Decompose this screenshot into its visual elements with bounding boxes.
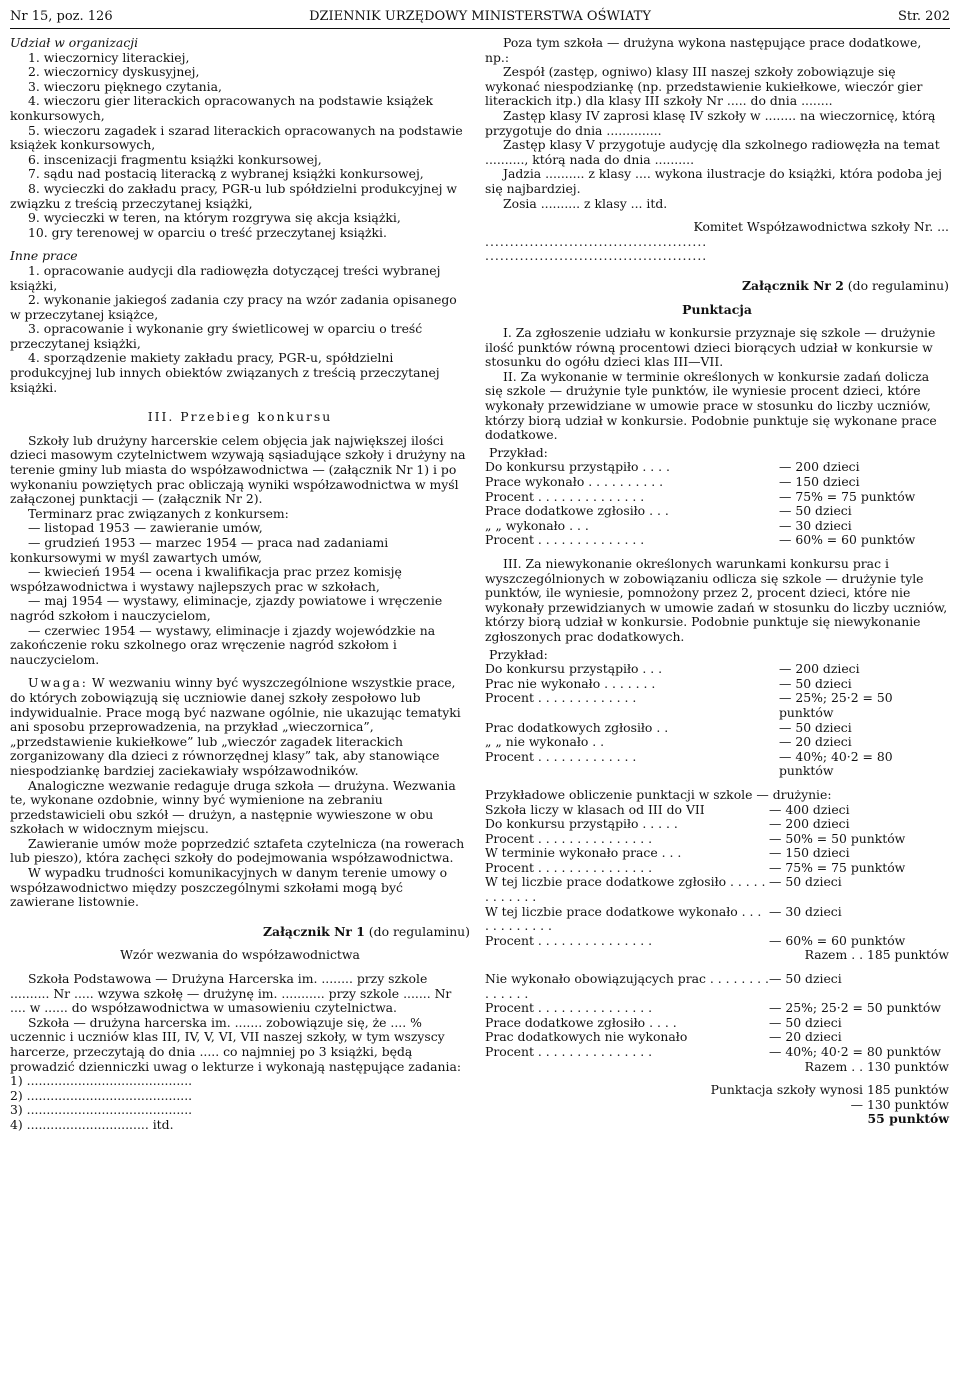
calc-2-row [485,972,949,1001]
example-2-row-label: Do konkursu przystąpiło . . . [485,661,663,677]
other-list [10,264,470,395]
paragraph-2: Analogiczne wezwanie redaguje druga szkoła — drużyna. Wezwania te, wykonane ozdobnie, winny być wymienione na zebraniu przedstawicieli obu szkół — drużyn, a następnie wywieszone w obu szkołach w widocznym miejscu. [10,777,456,837]
org-item: 9. wycieczki w teren, na którym rozgrywa się akcja książki, [28,210,401,226]
example-1-table [485,460,949,548]
other-item: 1. opracowanie audycji dla radiowęzła dotyczącej treści wybranej książki, [10,262,441,293]
calc-1-row [485,875,949,904]
example-1-row-label: Procent . . . . . . . . . . . . . . [485,488,645,504]
example-2-row [485,691,949,720]
calc-2-row-label: Procent . . . . . . . . . . . . . . . [485,1044,653,1059]
calc-1-row [485,817,949,832]
calc-2-row [485,1016,949,1031]
paragraph-4: W wypadku trudności komunikacyjnych w danym terenie umowy o współzawodnictwo między poszczególnymi szkołami mogą być zawierane listownie. [10,865,448,910]
example-1-row-value: — 150 dzieci [779,474,860,490]
final-2: — 130 punktów [850,1096,949,1112]
calc-2-row [485,1030,949,1045]
org-item: 10. gry terenowej w oparciu o treść przeczytanej książki. [28,224,387,240]
form-line: 3) .......................................... [10,1102,193,1118]
calc-1-row-value: — 75% = 75 punktów [769,859,906,875]
annex-1-rest: (do regulaminu) [364,923,470,939]
page-header [10,8,950,29]
example-1-row [485,460,949,475]
example-2-row-label: Procent . . . . . . . . . . . . . [485,690,637,706]
calc-2-row-value: — 40%; 40·2 = 80 punktów [769,1044,941,1059]
extra-item: Zosia .......... z klasy ... itd. [503,195,668,211]
form-line: 2) .......................................... [10,1087,193,1103]
committee-dots-1: ............................................. [485,233,708,249]
example-2-row-value: — 50 dzieci [779,719,852,735]
form-title: Wzór wezwania do współzawodnictwa [120,947,360,963]
example-1-label: Przykład: [489,444,548,460]
calc-2-row-value: — 25%; 25·2 = 50 punktów [769,1000,941,1016]
example-1-row [485,475,949,490]
calc-2-row-value: — 50 dzieci [769,971,842,987]
terms-intro: Terminarz prac związanych z konkursem: [28,505,289,521]
extra-item: Zespół (zastęp, ogniwo) klasy III naszej szkoły zobowiązuje się wykonać niespodziankę (np. przedstawienie kukiełkowe, wieczór gier literackich itp.) dla klasy III szkoły Nr ..... do dnia ........ [485,64,923,109]
paragraph-3: Zawieranie umów może poprzedzić sztafeta czytelnicza (na rowerach lub pieszo), która zachęci szkoły do podejmowania współzawodnictwa. [10,835,465,866]
annex-2-title [485,279,949,294]
calc-1-row-value: — 400 dzieci [769,801,850,817]
calc-1-row [485,803,949,818]
committee-dots-2: ............................................. [485,248,708,264]
calc-1-row-label: W tej liczbie prace dodatkowe wykonało . . . . . . . . . . . . [485,903,762,934]
example-2-row-label: Procent . . . . . . . . . . . . . [485,748,637,764]
term-item: — listopad 1953 — zawieranie umów, [28,520,263,536]
calc-title: Przykładowe obliczenie punktacji w szkole — drużynie: [485,786,832,802]
org-item: 5. wieczoru zagadek i szarad literackich opracowanych na podstawie książek konkursowych, [10,122,463,153]
final-3: 55 punktów [867,1111,949,1127]
calc-2-row-label: Procent . . . . . . . . . . . . . . . [485,1000,653,1016]
example-1-row [485,519,949,534]
calc-1-row [485,934,949,949]
header-page: Str. 202 [898,9,950,24]
example-1-row [485,533,949,548]
left-column [10,36,470,1133]
extra-item: Zastęp klasy IV zaprosi klasę IV szkoły w ........ na wieczornicę, którą przygotuje do dnia .............. [485,107,936,138]
calc-1-row [485,846,949,861]
example-1-row-label: Do konkursu przystąpiło . . . . [485,459,670,475]
right-column [485,36,949,1127]
term-item: — grudzień 1953 — marzec 1954 — praca nad zadaniami konkursowymi w myśl zawartych umów, [10,535,389,565]
example-1-row-label: Prace wykonało . . . . . . . . . . [485,474,664,490]
form-line: 4) ............................... itd. [10,1116,174,1132]
org-item: 1. wieczornicy literackiej, [28,49,190,65]
paragraph-1: Szkoły lub drużyny harcerskie celem objęcia jak największej ilości dzieci masowym czytelnictwem wzywają sąsiadujące szkoły i drużyny na terenie gminy lub miasta do współzawodnictwa — (załącznik Nr 1) i po wykonaniu powziętych prac obliczają wyniki współzawodnictwa w myśl załączonej punktacji — (załącznik Nr 2). [10,432,466,507]
org-item: 3. wieczoru pięknego czytania, [28,78,222,94]
example-2-row-value: — 20 dzieci [779,734,852,750]
org-list [10,51,470,241]
calc-1-row [485,832,949,847]
points-title: Punktacja [682,301,752,317]
other-item: 2. wykonanie jakiegoś zadania czy pracy na wzór zadania opisanego w przeczytanej książce, [10,292,457,322]
annex-2-rest: (do regulaminu) [843,277,949,293]
calc-2-row [485,1001,949,1016]
annex-1-title [10,925,470,940]
example-2-row-value: — 40%; 40·2 = 80 punktów [779,748,893,779]
example-1-row-value: — 200 dzieci [779,459,860,475]
example-2-row-label: Prac nie wykonało . . . . . . . [485,675,656,691]
calc-1-row-label: Do konkursu przystąpiło . . . . . [485,816,678,832]
example-2-row [485,662,949,677]
calc-2-row-label: Nie wykonało obowiązujących prac . . . . . . . . . . . . . . [485,971,769,1001]
note-text: W wezwaniu winny być wyszczególnione wszystkie prace, do których zobowiązują się uczniowie danej szkoły zespołowo lub indywidualnie. Prace mogą być nazwane ogólnie, nie ukazując tematyki ani sposobu przeprowadzenia, na przykład „wieczornica”, „przedstawienie kukiełkowe” lub „wieczór zagadek literackich zorganizowany dla dzieci z równorzędnej klasy” tak, aby stanowiące niespodziankę bardziej zaciekawiały współzawodników. [10,675,461,778]
final-1: Punktacja szkoły wynosi 185 punktów [710,1082,949,1098]
other-item: 3. opracowanie i wykonanie gry świetlicowej w oparciu o treść przeczytanej książki, [10,321,423,351]
calc-1-row [485,905,949,934]
calc-1-row-label: W terminie wykonało prace . . . [485,845,682,861]
example-2-row-value: — 200 dzieci [779,661,860,677]
header-title: DZIENNIK URZĘDOWY MINISTERSTWA OŚWIATY [309,9,651,24]
calc-1-row-label: Szkoła liczy w klasach od III do VII [485,801,705,817]
header-issue: Nr 15, poz. 126 [10,9,113,24]
example-2-label: Przykład: [489,646,548,662]
annex-2-bold: Załącznik Nr 2 [742,277,844,293]
example-1-row-label: „ „ wykonało . . . [485,517,589,533]
example-1-row [485,504,949,519]
example-2-row [485,735,949,750]
term-item: — czerwiec 1954 — wystawy, eliminacje i zjazdy wojewódzkie na zakończenie roku szkolnego oraz wręczenie nagród szkołom i nauczycielom. [10,622,436,667]
sum-2: Razem . . 130 punktów [804,1058,949,1074]
calc-1-row-value: — 50 dzieci [769,874,842,890]
section-heading: III. Przebieg konkursu [147,409,333,425]
extra-list [485,65,949,211]
example-2-row [485,750,949,779]
calc-1-row [485,861,949,876]
org-item: 6. inscenizacji fragmentu książki konkursowej, [28,151,322,167]
annex-1-bold: Załącznik Nr 1 [263,923,365,939]
other-item: 4. sporządzenie makiety zakładu pracy, PGR-u, spółdzielni produkcyjnej lub innych obiektów związanych z treścią przeczytanej książki. [10,350,440,395]
extra-item: Zastęp klasy V przygotuje audycję dla szkolnego radiowęzła na temat .........., którą nada do dnia .......... [485,137,940,167]
terms-list [10,521,470,667]
calc-1-row-value: — 50% = 50 punktów [769,830,906,846]
calc-1-row-value: — 60% = 60 punktów [769,932,906,948]
example-2-row [485,677,949,692]
committee-line: Komitet Współzawodnictwa szkoły Nr. ... [693,219,949,235]
form-line: 1) .......................................... [10,1073,193,1089]
org-item: 4. wieczoru gier literackich opracowanych na podstawie książek konkursowych, [10,93,434,123]
example-2-row-value: — 25%; 25·2 = 50 punktów [779,690,893,720]
term-item: — kwiecień 1954 — ocena i kwalifikacja prac przez komisję współzawodnictwa i wystawy najlepszych prac w szkołach, [10,564,402,594]
example-2-table [485,662,949,779]
calc-1-row-value: — 150 dzieci [769,845,850,861]
calc-2-row-label: Prace dodatkowe zgłosiło . . . . [485,1014,677,1030]
extra-intro: Poza tym szkoła — drużyna wykona następujące prace dodatkowe, np.: [485,35,922,65]
extra-item: Jadzia .......... z klasy .... wykona ilustracje do książki, która podoba jej się najbardziej. [485,166,942,196]
example-1-row [485,490,949,505]
example-1-row-value: — 30 dzieci [779,517,852,533]
calc-1-row-value: — 200 dzieci [769,816,850,832]
org-item: 8. wycieczki do zakładu pracy, PGR-u lub spółdzielni produkcyjnej w związku z treścią przeczytanej książki, [10,180,457,211]
form-paragraph-1: Szkoła Podstawowa — Drużyna Harcerska im. ........ przy szkole .......... Nr ..... wzywa szkołę — drużynę im. ........... przy szkole ....... Nr .... w ...... do współzawodnictwa w umasowieniu czytelnictwa. [10,971,452,1016]
calc-1-row-value: — 30 dzieci [769,903,842,919]
example-1-row-value: — 50 dzieci [779,503,852,519]
calc-1-row-label: W tej liczbie prace dodatkowe zgłosiło . . . . . . . . . . . . [485,874,766,905]
form-lines [10,1074,470,1132]
points-II: II. Za wykonanie w terminie określonych w konkursie zadań dolicza się szkole — drużynie tyle punktów, ile wyniesie procent dzieci, które wykonały przewidziane w umowie prace w stosunku do liczby uczniów, którzy biorą udział w konkursie. Podobnie punktuje się wykonane prace dodatkowe. [485,368,937,443]
calc-1-row-label: Procent . . . . . . . . . . . . . . . [485,859,653,875]
calc-2-row [485,1045,949,1060]
example-1-row-value: — 60% = 60 punktów [779,532,916,548]
org-item: 2. wieczornicy dyskusyjnej, [28,64,200,80]
points-I: I. Za zgłoszenie udziału w konkursie przyznaje się szkole — drużynie ilość punktów równą procentowi dzieci biorących udział w konkursie w stosunku do ogółu dzieci klas III—VII. [485,325,936,370]
calc-2-row-label: Prac dodatkowych nie wykonało [485,1029,688,1045]
example-1-row-label: Procent . . . . . . . . . . . . . . [485,532,645,548]
calc-table-1 [485,803,949,949]
calc-2-row-value: — 50 dzieci [769,1014,842,1030]
form-paragraph-2: Szkoła — drużyna harcerska im. ....... zobowiązuje się, że .... % uczennic i uczniów klas III, IV, V, VI, VII naszej szkoły, w tym wszyscy harcerze, przeczytają do dnia ..... co najmniej po 3 książki, będą prowadzić dzienniczki uwag o lekturze i wykonają następujące zadania: [10,1014,462,1074]
sum-1: Razem . . 185 punktów [804,947,949,963]
note-label: Uwaga: [28,675,88,691]
other-heading: Inne prace [10,248,78,264]
example-1-row-value: — 75% = 75 punktów [779,488,916,504]
org-item: 7. sądu nad postacią literacką z wybranej książki konkursowej, [28,166,424,182]
example-2-row [485,721,949,736]
example-2-row-label: „ „ nie wykonało . . [485,734,605,750]
term-item: — maj 1954 — wystawy, eliminacje, zjazdy powiatowe i wręczenie nagród szkołom i nauczycielom, [10,593,443,623]
calc-table-2 [485,972,949,1060]
example-2-row-value: — 50 dzieci [779,675,852,691]
calc-1-row-label: Procent . . . . . . . . . . . . . . . [485,932,653,948]
example-1-row-label: Prace dodatkowe zgłosiło . . . [485,503,669,519]
note-paragraph [10,676,470,778]
calc-2-row-value: — 20 dzieci [769,1029,842,1045]
org-heading: Udział w organizacji [10,35,139,50]
calc-1-row-label: Procent . . . . . . . . . . . . . . . [485,830,653,846]
example-2-row-label: Prac dodatkowych zgłosiło . . [485,719,669,735]
points-III: III. Za niewykonanie określonych warunkami konkursu prac i wyszczególnionych w zobowiązaniu odlicza się szkole — drużynie tyle punktów, ile wyniesie, pomnożony przez 2, procent dzieci, które nie wykonały przewidzianych w umowie zadań w stosunku do liczby uczniów, którzy biorą udział w konkursie. Podobnie punktuje się niewykonanie zgłoszonych prac dodatkowych. [485,556,948,644]
